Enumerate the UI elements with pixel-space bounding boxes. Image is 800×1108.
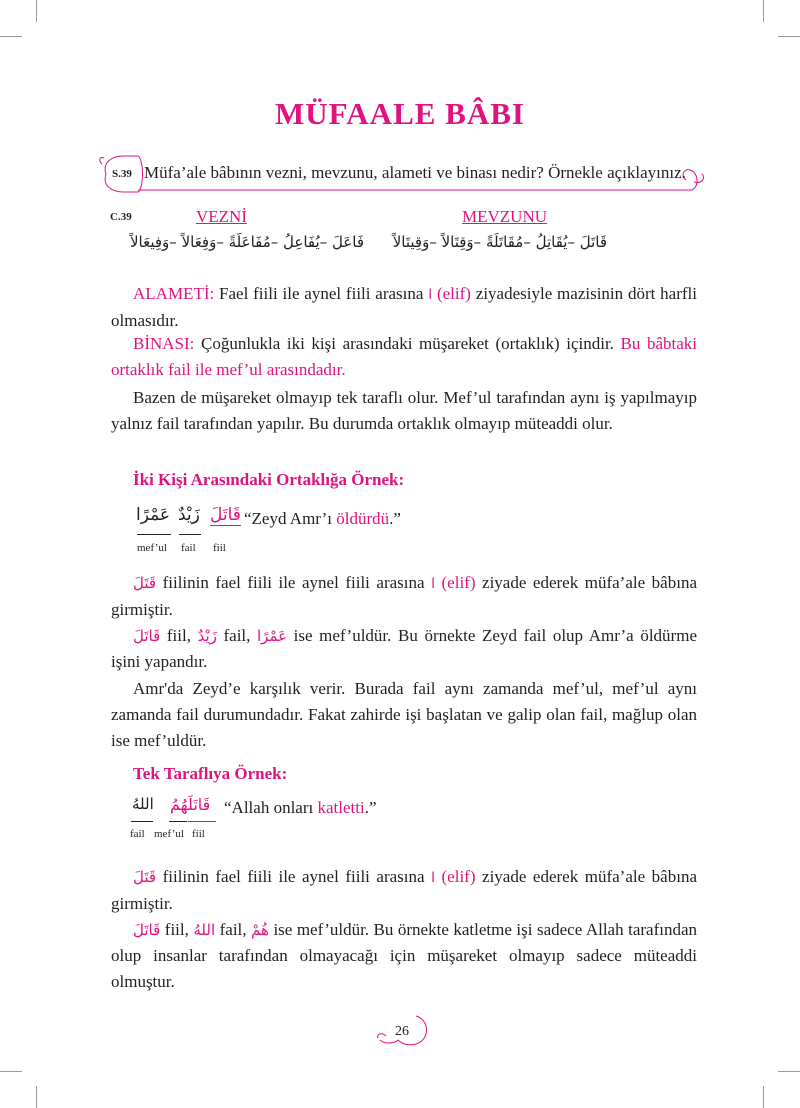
example1-arabic-row	[136, 505, 556, 561]
crop-mark-bottom-left-v	[36, 1086, 37, 1108]
crop-mark-top-left-v	[36, 0, 37, 22]
example2-underline-fail	[131, 821, 153, 822]
example1-paragraph-1: قَتَلَ fiilinin fael fiili ile aynel fiili arasına ا (elif) ziyade ederek müfa’ale bâbına girmiştir.	[111, 573, 697, 619]
example2-heading: Tek Taraflıya Örnek:	[133, 764, 288, 783]
example1-word-fail: زَيْدٌ	[178, 505, 200, 525]
crop-mark-top-right-h	[778, 36, 800, 37]
vezni-arabic: فَاعَلَ –يُفَاعِلُ –مُفَاعَلَةً –وَفِعَالاً –وَفِيعَالاً	[130, 233, 364, 251]
bazen-paragraph: Bazen de müşareket olmayıp tek taraflı olur. Mef’ul tarafından aynı iş yapılmayıp yalnız fail tarafından yapılır. Bu durumda ortaklık olmayıp müteaddi olur.	[111, 388, 697, 433]
example1-underline-meful	[137, 534, 171, 535]
example2-paragraph-1: قَتَلَ fiilinin fael fiili ile aynel fiili arasına ا (elif) ziyade ederek müfa’ale bâbına girmiştir.	[111, 867, 697, 913]
example2-label-meful: mef’ul	[154, 828, 184, 840]
page-number: 26	[395, 1024, 409, 1039]
example2-arabic-row	[128, 795, 548, 847]
vezni-heading: VEZNİ	[196, 207, 247, 226]
crop-mark-top-left-h	[0, 36, 22, 37]
example1-label-fail: fail	[181, 542, 196, 554]
example2-underline-meful	[169, 821, 187, 822]
example1-underline-fail	[179, 534, 201, 535]
example1-heading: İki Kişi Arasındaki Ortaklığa Örnek:	[133, 470, 405, 489]
example1-paragraph-3: Amr'da Zeyd’e karşılık verir. Burada fail aynı zamanda mef’ul, mef’ul aynı zamanda fail durumundadır. Fakat zahirde işi başlatan ve galip olan fail, mağlup olan ise mef’uldür.	[111, 679, 697, 750]
alameti-label: ALAMETİ:	[133, 284, 215, 303]
example2-word-fiil-meful: قَاتَلَهُمُ	[170, 795, 211, 814]
question-label: S.39	[112, 168, 132, 180]
question-text: Müfa’ale bâbının vezni, mevzunu, alameti ve binası nedir? Örnekle açıklayınız.	[144, 163, 686, 182]
example1-word-meful: عَمْرًا	[136, 505, 171, 525]
binasi-paragraph: BİNASI: Çoğunlukla iki kişi arasındaki müşareket (ortaklık) içindir. Bu bâbtaki ortaklık fail ile mef’ul arasındadır.	[111, 334, 697, 379]
example1-label-meful: mef’ul	[137, 542, 167, 554]
alameti-paragraph: ALAMETİ: Fael fiili ile aynel fiili arasına ا (elif) ziyadesiyle mazisinin dört harfli olmasıdır.	[111, 284, 697, 330]
elif-letter: ا	[428, 287, 433, 303]
mevzunu-heading: MEVZUNU	[462, 207, 547, 226]
crop-mark-bottom-right-h	[778, 1071, 800, 1072]
binasi-label: BİNASI:	[133, 334, 195, 353]
example1-label-fiil: fiil	[213, 542, 226, 554]
example2-paragraph-2: قَاتَلَ fiil, اللهُ fail, هُمْ ise mef’uldür. Bu örnekte katletme işi sadece Allah tarafından olup insanlar tarafından olmayacağı için müşareket olmayıp sadece müteaddi olmuştur.	[111, 920, 697, 991]
example1-paragraph-2: قَاتَلَ fiil, زَيْدٌ fail, عَمْرًا ise mef’uldür. Bu örnekte Zeyd fail olup Amr’a öldürme işini yapandır.	[111, 626, 697, 671]
example2-word-fail: اللهُ	[132, 795, 154, 813]
crop-mark-top-right-v	[763, 0, 764, 22]
binasi-highlight: Bu bâbtaki ortaklık fail ile mef’ul arasındadır.	[111, 334, 697, 379]
example2-underline-fiil	[188, 821, 216, 822]
example1-translation: “Zeyd Amr’ı öldürdü.”	[244, 509, 401, 528]
example2-label-fiil: fiil	[192, 828, 205, 840]
example1-word-fiil: قَاتَلَ	[210, 505, 241, 525]
crop-mark-bottom-right-v	[763, 1086, 764, 1108]
example2-label-fail: fail	[130, 828, 145, 840]
example2-translation: “Allah onları katletti.”	[224, 798, 377, 817]
mevzunu-arabic: قَاتَلَ –يُقَاتِلُ –مُقَاتَلَةً –وَقِتَالاً –وَقِيتَالاً	[392, 233, 607, 251]
crop-mark-bottom-left-h	[0, 1071, 22, 1072]
answer-label: C.39	[110, 211, 132, 223]
page-title: MÜFAALE BÂBI	[275, 96, 525, 131]
